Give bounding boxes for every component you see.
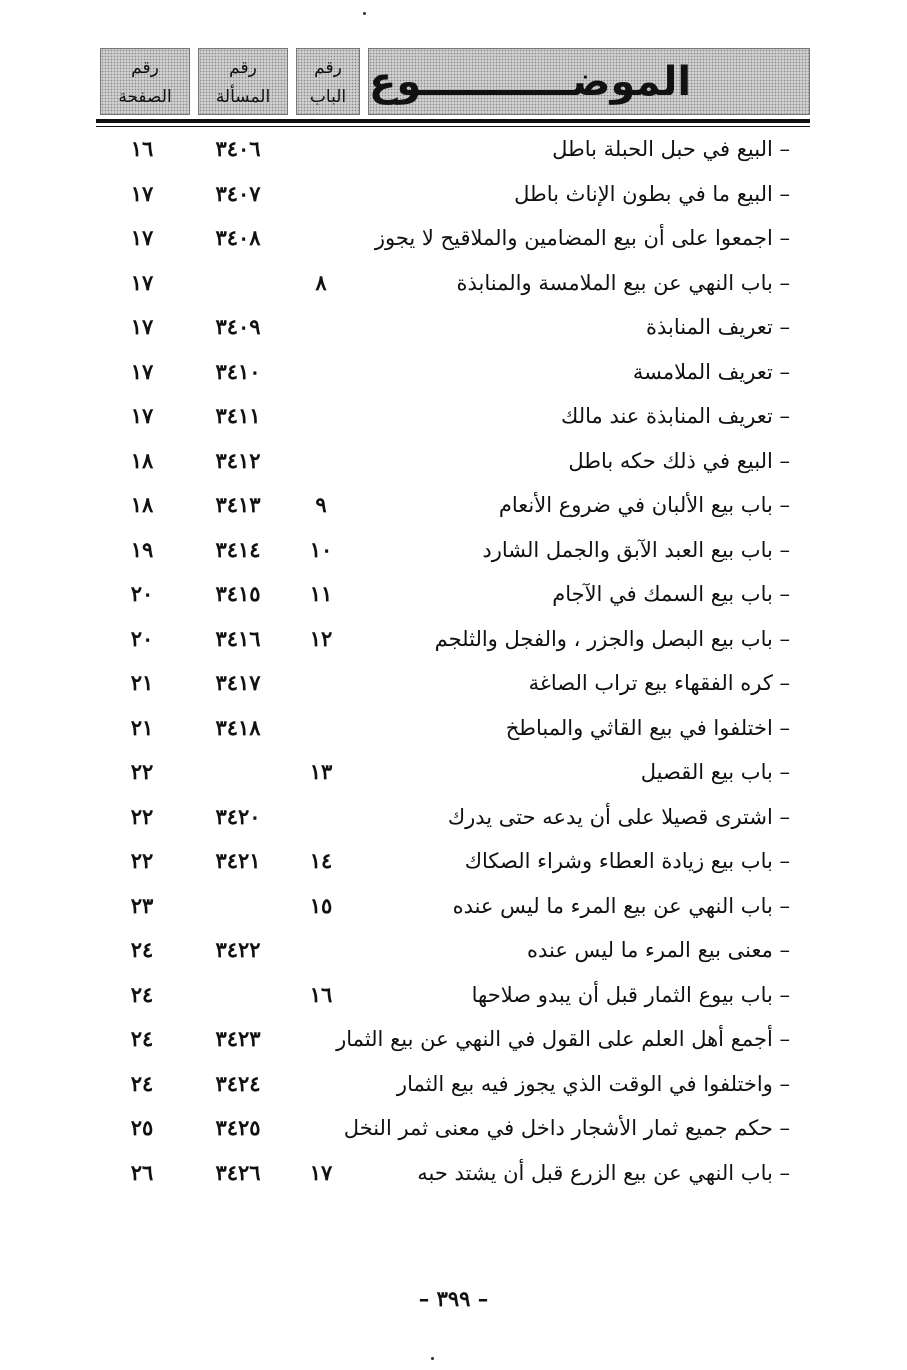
header-col-masala-line1: رقم [229,58,257,78]
row-page-number: ٢٣ [130,892,154,918]
print-speck [363,12,366,15]
table-row [0,884,907,929]
row-masala-number: ٣٤٢٦ [215,1159,261,1185]
header-rule-thick [96,119,810,123]
row-topic: – اختلفوا في بيع القاثي والمباطخ [505,715,790,740]
row-bab-number: ١٧ [309,1159,333,1185]
table-row [0,1106,907,1151]
table-row [0,483,907,528]
table-row [0,1017,907,1062]
row-bab-number: ١٤ [309,848,333,873]
row-bab-number: ١٠ [309,536,333,562]
row-masala-number: ٣٤٢٤ [215,1070,261,1096]
row-page-number: ١٧ [130,269,154,295]
row-page-number: ١٧ [130,403,154,428]
row-topic: – باب بيع القصيل [640,760,790,784]
row-topic: – باب بيوع الثمار قبل أن يبدو صلاحها [471,982,790,1007]
row-masala-number: ٣٤١٢ [215,447,261,473]
table-row [0,439,907,484]
table-row [0,839,907,884]
table-row [0,350,907,395]
table-row [0,617,907,662]
row-page-number: ٢٤ [130,937,154,962]
row-masala-number: ٣٤١٠ [215,358,261,384]
row-bab-number: ٩ [315,492,327,517]
table-row [0,1151,907,1196]
row-page-number: ١٨ [130,492,154,517]
row-page-number: ٢٠ [130,581,154,606]
table-row [0,261,907,306]
table-row [0,706,907,751]
row-topic: – اجمعوا على أن بيع المضامين والملاقيح لا يجوز [374,226,790,250]
row-topic: – معنى بيع المرء ما ليس عنده [526,938,790,962]
row-topic: – باب النهي عن بيع المرء ما ليس عنده [452,893,790,918]
row-topic: – باب بيع السمك في الآجام [552,582,790,606]
row-page-number: ١٧ [130,225,154,250]
row-topic: – واختلفوا في الوقت الذي يجوز فيه بيع الثمار [396,1071,790,1096]
row-topic: – اشترى قصيلا على أن يدعه حتى يدرك [447,804,790,829]
header-col-safha-line2: الصفحة [118,87,172,107]
row-bab-number: ٨ [315,269,327,295]
row-bab-number: ١٥ [309,892,333,918]
row-page-number: ٢٤ [130,1026,154,1051]
row-masala-number: ٣٤٢٠ [215,803,261,829]
row-topic: – أجمع أهل العلم على القول في النهي عن بيع الثمار [336,1027,790,1051]
row-topic: – باب بيع زيادة العطاء وشراء الصكاك [464,849,790,873]
header-col-bab-line1: رقم [314,58,342,78]
row-topic: – البيع في حبل الحبلة باطل [552,137,790,161]
row-masala-number: ٣٤٠٨ [215,225,261,250]
row-masala-number: ٣٤١٧ [215,670,261,695]
row-masala-number: ٣٤٢١ [215,848,261,873]
table-row [0,795,907,840]
row-page-number: ٢١ [130,714,154,740]
row-masala-number: ٣٤٢٢ [215,937,261,962]
row-page-number: ٢٤ [130,1070,154,1096]
table-row [0,750,907,795]
row-masala-number: ٣٤١١ [215,403,261,428]
row-masala-number: ٣٤٠٦ [215,136,261,161]
row-topic: – باب النهي عن بيع الزرع قبل أن يشتد حبه [417,1160,790,1185]
table-row [0,216,907,261]
index-table-body [0,127,907,1195]
table-row [0,973,907,1018]
row-page-number: ٢٦ [130,1159,154,1185]
page-number: – ٣٩٩ – [418,1286,489,1311]
row-topic: – البيع في ذلك حكه باطل [568,448,790,473]
row-topic: – باب النهي عن بيع الملامسة والمنابذة [456,270,790,295]
row-topic: – باب بيع العبد الآبق والجمل الشارد [482,537,790,562]
row-page-number: ٢١ [130,670,154,695]
header-title-box [368,48,810,115]
row-page-number: ١٩ [130,536,154,562]
row-page-number: ١٧ [130,358,154,384]
row-topic: – كره الفقهاء بيع تراب الصاغة [528,671,790,695]
row-bab-number: ١١ [309,581,333,606]
row-topic: – باب بيع البصل والجزر ، والفجل والثلجم [434,626,790,651]
row-topic: – تعريف الملامسة [632,359,790,384]
row-page-number: ٢٢ [130,759,154,784]
table-row [0,572,907,617]
table-row [0,528,907,573]
header-col-bab-line2: الباب [309,87,347,107]
row-bab-number: ١٣ [309,759,333,784]
header-col-safha [100,48,190,115]
row-page-number: ١٧ [130,314,154,339]
header-title: الموضـــــــــــوع [369,58,692,105]
row-bab-number: ١٢ [309,625,333,651]
row-masala-number: ٣٤٢٣ [215,1026,261,1051]
header-col-masala-line2: المسألة [215,87,271,107]
row-page-number: ١٨ [130,447,154,473]
row-topic: – البيع ما في بطون الإناث باطل [514,181,790,206]
row-topic: – تعريف المنابذة عند مالك [561,404,790,428]
header-col-bab [296,48,360,115]
row-masala-number: ٣٤٠٧ [215,180,261,206]
table-row [0,127,907,172]
row-masala-number: ٣٤١٣ [215,492,261,517]
table-row [0,661,907,706]
row-masala-number: ٣٤١٥ [215,581,261,606]
row-masala-number: ٣٤١٤ [215,536,261,562]
row-masala-number: ٣٤١٦ [215,625,261,651]
row-topic: – باب بيع الألبان في ضروع الأنعام [498,493,790,517]
table-row [0,394,907,439]
row-page-number: ٢٠ [130,625,154,651]
row-page-number: ٢٢ [130,803,154,829]
row-page-number: ٢٤ [130,981,154,1007]
header-col-masala [198,48,288,115]
table-row [0,172,907,217]
row-page-number: ٢٥ [130,1115,154,1140]
row-page-number: ١٧ [130,180,154,206]
row-page-number: ١٦ [130,136,154,161]
row-bab-number: ١٦ [309,981,333,1007]
row-topic: – تعريف المنابذة [646,315,790,339]
row-masala-number: ٣٤٢٥ [215,1115,261,1140]
table-header [100,48,810,120]
row-topic: – حكم جميع ثمار الأشجار داخل في معنى ثمر النخل [343,1116,790,1140]
row-page-number: ٢٢ [130,848,154,873]
header-col-safha-line1: رقم [131,58,159,78]
print-speck [431,1357,434,1360]
table-row [0,1062,907,1107]
row-masala-number: ٣٤١٨ [215,714,261,740]
table-row [0,928,907,973]
table-row [0,305,907,350]
row-masala-number: ٣٤٠٩ [215,314,261,339]
